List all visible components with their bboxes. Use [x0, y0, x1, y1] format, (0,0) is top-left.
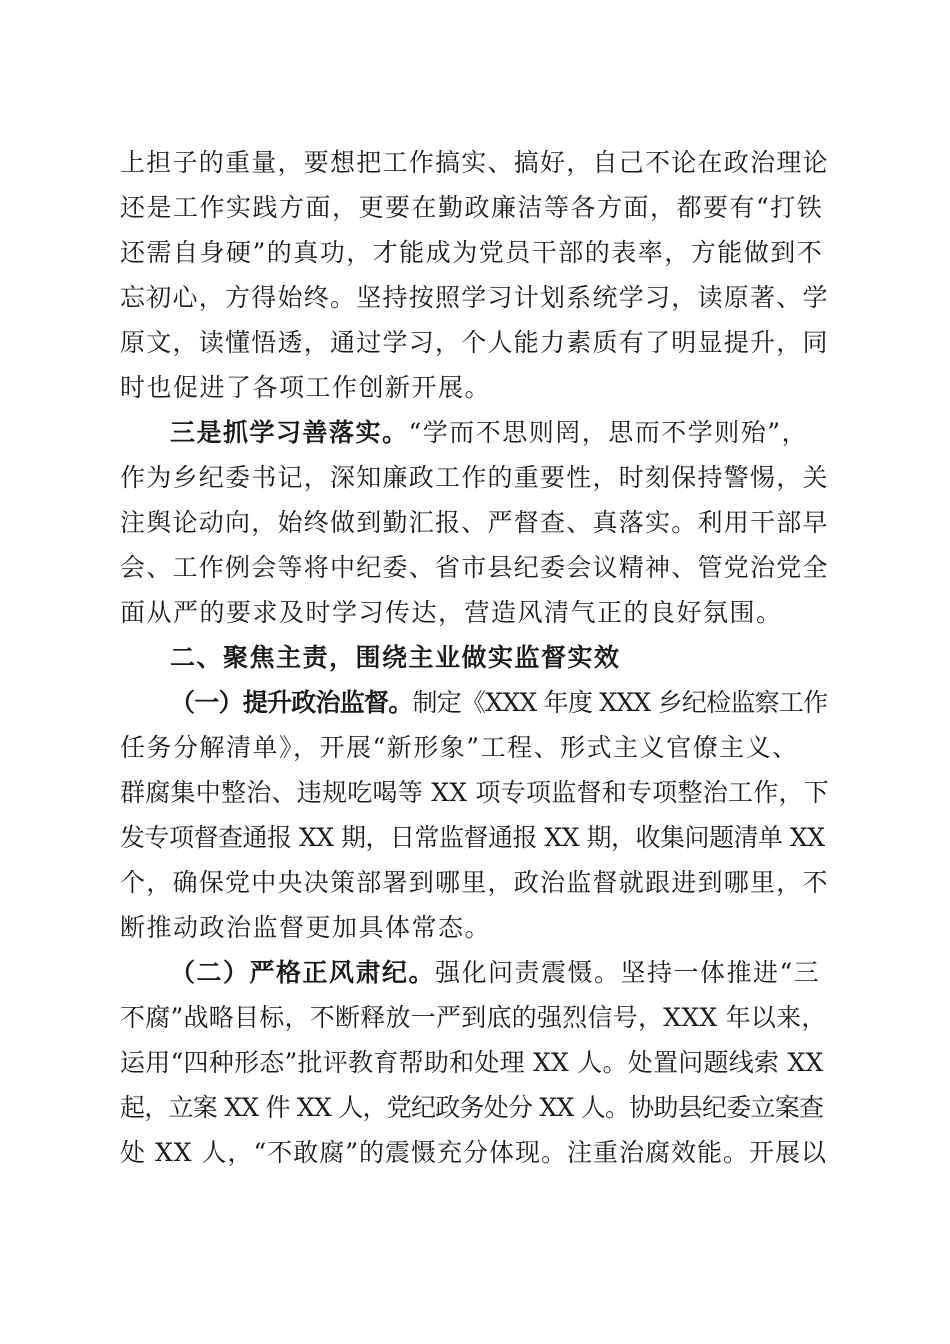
paragraph-line: 个，确保党中央决策部署到哪里，政治监督就跟进到哪里，不 [120, 868, 829, 897]
paragraph-lead: 三是抓学习善落实。 [170, 418, 409, 447]
paragraph-lead: （二）严格正风肃纪。 [170, 958, 436, 987]
section-heading: 二、聚焦主责，围绕主业做实监督实效 [170, 643, 621, 672]
paragraph-line: 忘初心，方得始终。坚持按照学习计划系统学习，读原著、学 [120, 283, 829, 312]
paragraph-line: 发专项督查通报 XX 期，日常监督通报 XX 期，收集问题清单 XX [120, 823, 825, 852]
paragraph-text: 制定《XXX 年度 XXX 乡纪检监察工作 [412, 688, 828, 717]
paragraph-line: 注舆论动向，始终做到勤汇报、严督查、真落实。利用干部早 [120, 508, 829, 537]
paragraph-line: 不腐”战略目标，不断释放一严到底的强烈信号，XXX 年以来， [120, 1003, 827, 1032]
paragraph-line: 任务分解清单》，开展“新形象”工程、形式主义官僚主义、 [120, 733, 799, 762]
paragraph-line: 断推动政治监督更加具体常态。 [120, 913, 492, 942]
paragraph-line: 还是工作实践方面，更要在勤政廉洁等各方面，都要有“打铁 [120, 193, 824, 222]
paragraph-line: 作为乡纪委书记，深知廉政工作的重要性，时刻保持警惕，关 [120, 463, 829, 492]
paragraph-first-line [170, 688, 830, 718]
paragraph-first-line [170, 958, 830, 988]
paragraph-first-line [170, 418, 830, 448]
paragraph-lead: （一）提升政治监督。 [170, 688, 413, 717]
paragraph-line: 起，立案 XX 件 XX 人，党纪政务处分 XX 人。协助县纪委立案查 [120, 1093, 824, 1122]
paragraph-line: 运用“四种形态”批评教育帮助和处理 XX 人。处置问题线索 XX [120, 1048, 824, 1077]
paragraph-line: 时也促进了各项工作创新开展。 [120, 373, 492, 402]
paragraph-text: 强化问责震慑。坚持一体推进“三 [435, 958, 821, 987]
paragraph-line: 处 XX 人，“不敢腐”的震慑充分体现。注重治腐效能。开展以 [120, 1138, 828, 1167]
paragraph-line: 面从严的要求及时学习传达，营造风清气正的良好氛围。 [120, 598, 783, 627]
paragraph-text: “学而不思则罔，思而不学则殆”， [408, 418, 809, 447]
paragraph-line: 会、工作例会等将中纪委、省市县纪委会议精神、管党治党全 [120, 553, 829, 582]
paragraph-line: 群腐集中整治、违规吃喝等 XX 项专项监督和专项整治工作，下 [120, 778, 829, 807]
paragraph-line: 上担子的重量，要想把工作搞实、搞好，自己不论在政治理论 [120, 148, 829, 177]
paragraph-line: 还需自身硬”的真功，才能成为党员干部的表率，方能做到不 [120, 238, 824, 267]
paragraph-line: 原文，读懂悟透，通过学习，个人能力素质有了明显提升，同 [120, 328, 829, 357]
